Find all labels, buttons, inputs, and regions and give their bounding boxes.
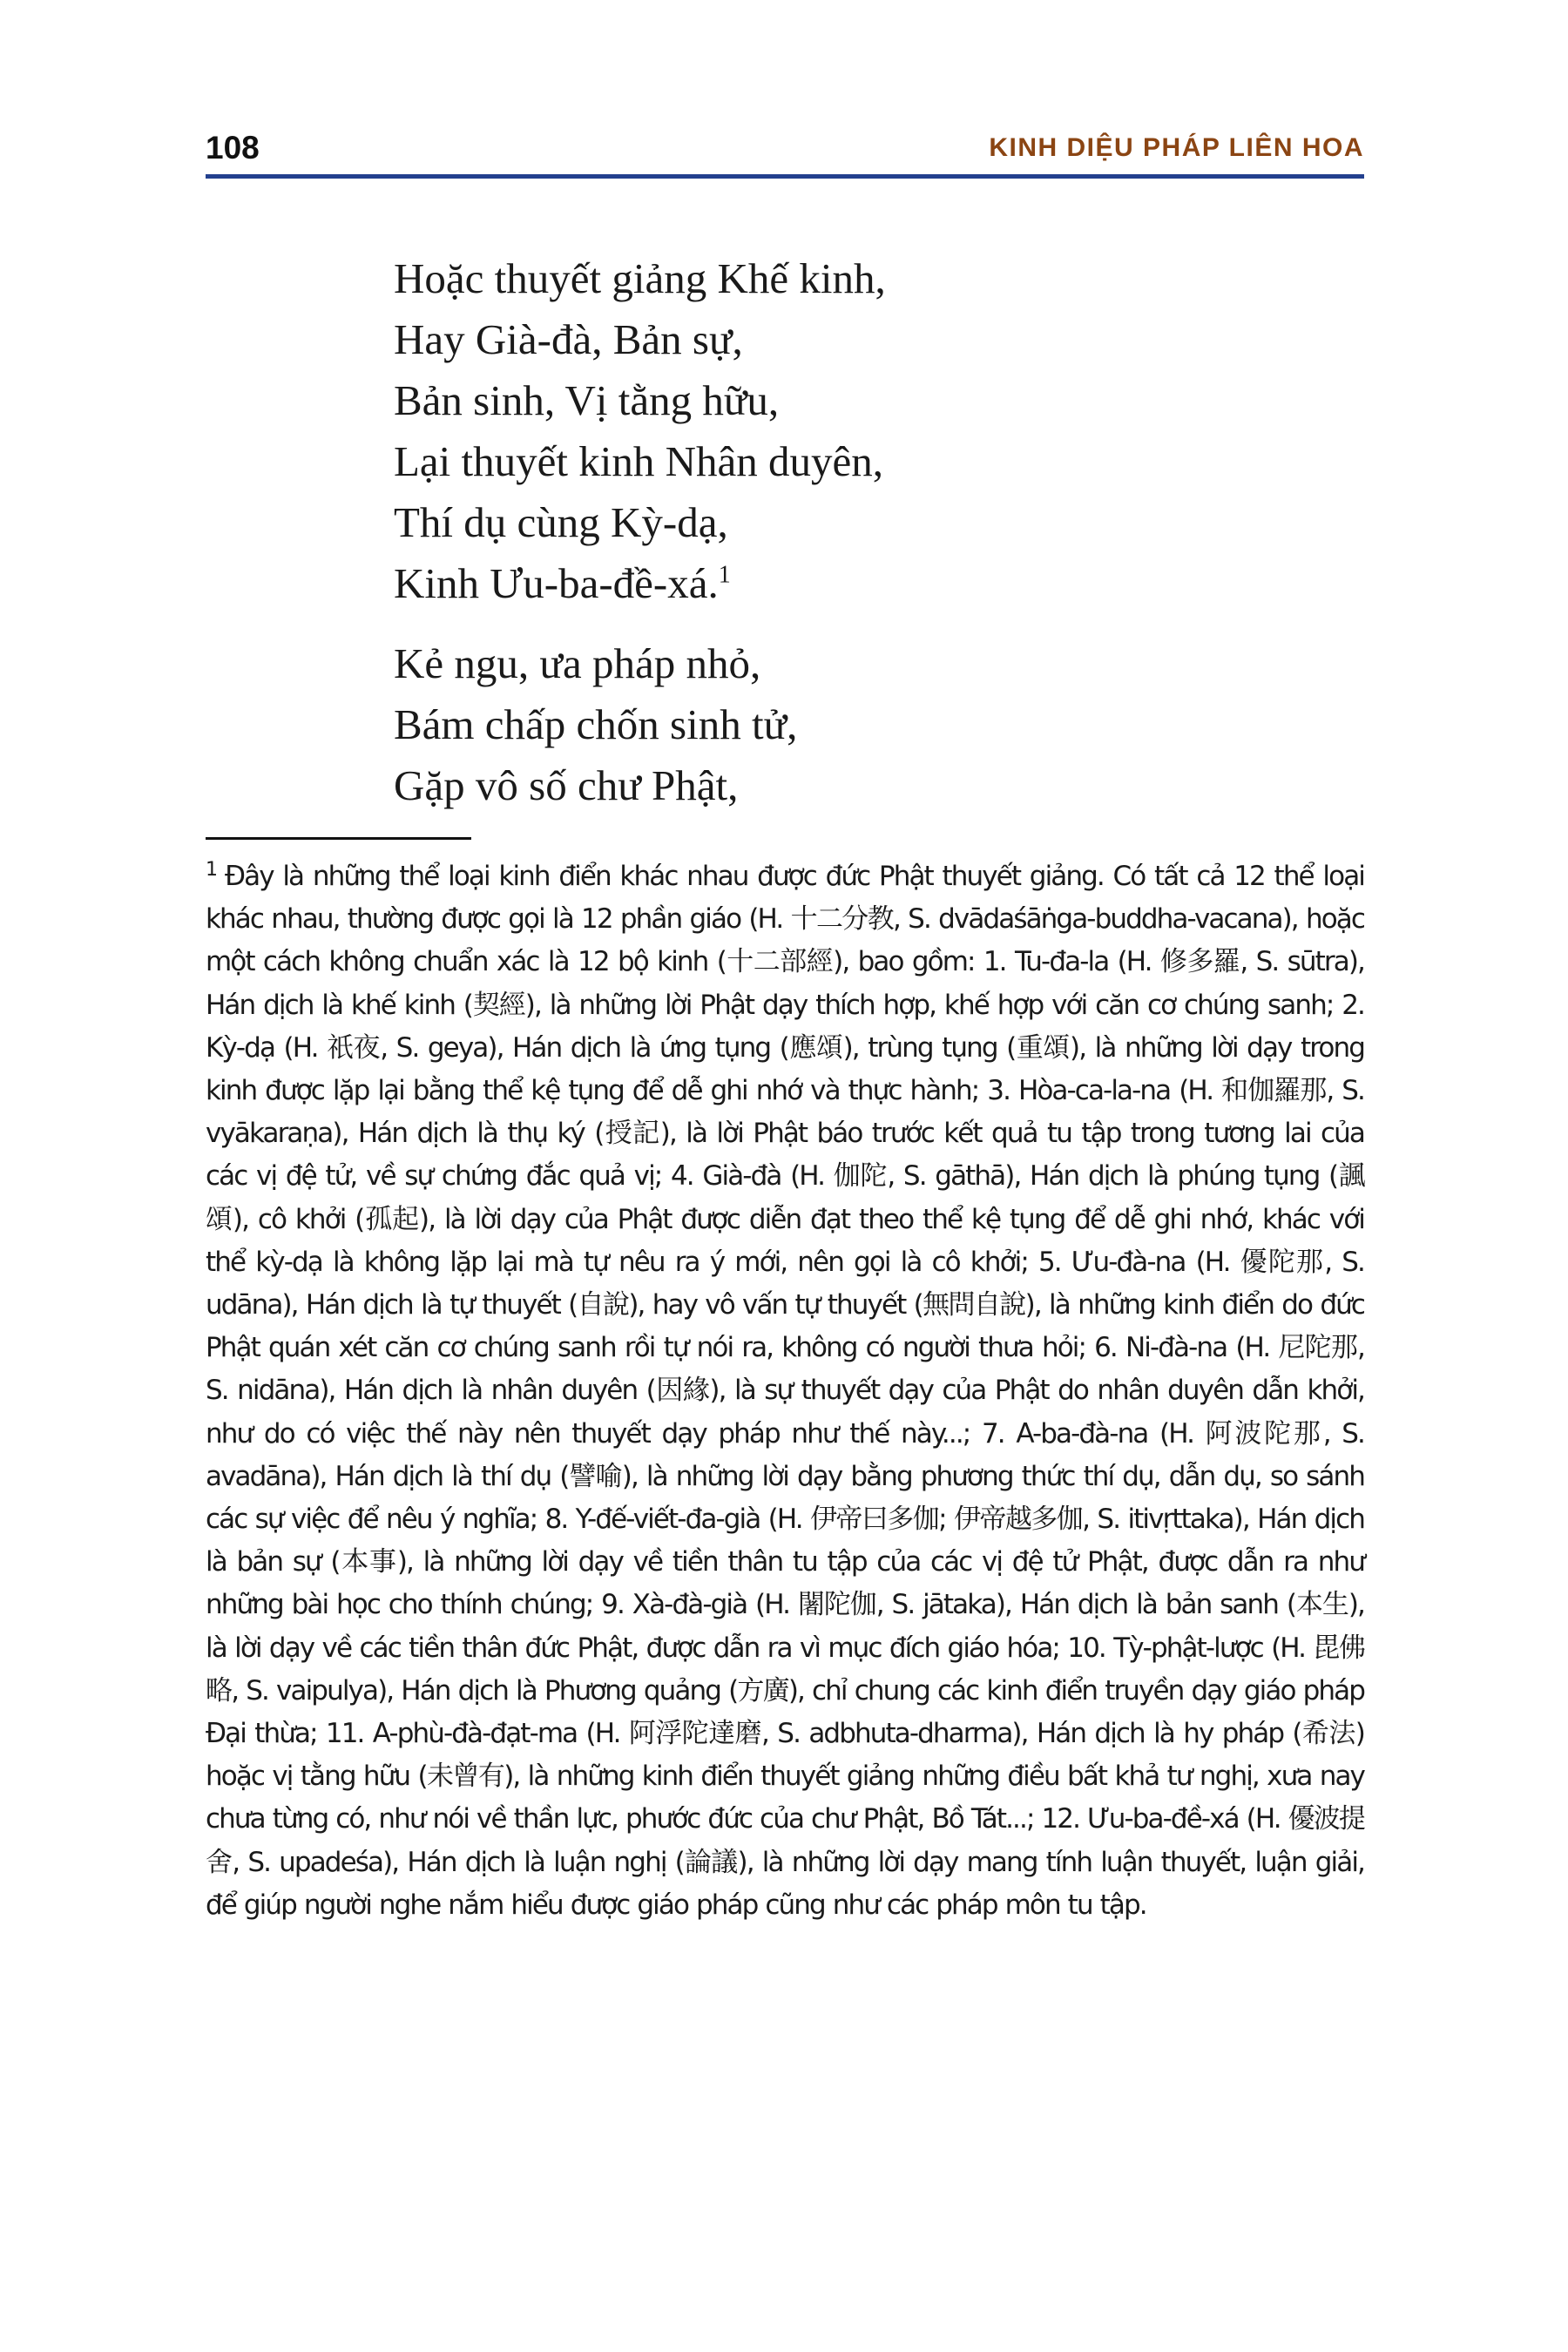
verse-line: Gặp vô số chư Phật,: [394, 761, 739, 809]
page-header: [206, 126, 1364, 170]
footnote-reference[interactable]: 1: [718, 561, 731, 589]
verse-line: Kẻ ngu, ưa pháp nhỏ,: [394, 639, 761, 687]
footnote-separator: [206, 837, 471, 840]
verse-stanza: [394, 248, 886, 614]
page-number: 108: [206, 130, 260, 166]
verse-line-with-note: [394, 553, 886, 614]
verse-line: Hoặc thuyết giảng Khế kinh,: [394, 254, 886, 302]
footnote-text: Đây là những thể loại kinh điển khác nhau được đức Phật thuyết giảng. Có tất cả 12 thể loại khác nhau, thường được gọi là 12 phần giáo (H. 十二分教, S. dvādaśāṅga-buddha-vacana), hoặc một cách không chuẩn xác là 12 bộ kinh (十二部經), bao gồm: 1. Tu-đa-la (H. 修多羅, S. sūtra), Hán dịch là khế kinh (契經), là những lời Phật dạy thích hợp, khế hợp với căn cơ chúng sanh; 2. Kỳ-dạ (H. 祇夜, S. geya), Hán dịch là ứng tụng (應頌), trùng tụng (重頌), là những lời dạy trong kinh được lặp lại bằng thể kệ tụng để dễ ghi nhớ và thực hành; 3. Hòa-ca-la-na (H. 和伽羅那, S. vyākaraṇa), Hán dịch là thụ ký (授記), là lời Phật báo trước kết quả tu tập trong tương lai của các vị đệ tử, về sự chứng đắc quả vị; 4. Già-đà (H. 伽陀, S. gāthā), Hán dịch là phúng tụng (諷頌), cô khởi (孤起), là lời dạy của Phật được diễn đạt theo thể kệ tụng để dễ ghi nhớ, khác với thể kỳ-dạ là không lặp lại mà tự nêu ra ý mới, nên gọi là cô khởi; 5. Ưu-đà-na (H. 優陀那, S. udāna), Hán dịch là tự thuyết (自說), hay vô vấn tự thuyết (無問自說), là những kinh điển do đức Phật quán xét căn cơ chúng sanh rồi tự nói ra, không có người thưa hỏi; 6. Ni-đà-na (H. 尼陀那, S. nidāna), Hán dịch là nhân duyên (因緣), là sự thuyết dạy của Phật do nhân duyên dẫn khởi, như do có việc thế này nên thuyết dạy pháp như thế này...; 7. A-ba-đà-na (H. 阿波陀那, S. avadāna), Hán dịch là thí dụ (譬喻), là những lời dạy bằng phương thức thí dụ, dẫn dụ, so sánh các sự việc để nêu ý nghĩa; 8. Y-đế-viết-đa-già (H. 伊帝曰多伽; 伊帝越多伽, S. itivṛttaka), Hán dịch là bản sự (本事), là những lời dạy về tiền thân tu tập của các vị đệ tử Phật, được dẫn ra như những bài học cho thính chúng; 9. Xà-đà-già (H. 闍陀伽, S. jātaka), Hán dịch là bản sanh (本生), là lời dạy về các tiền thân đức Phật, được dẫn ra vì mục đích giáo hóa; 10. Tỳ-phật-lược (H. 毘佛略, S. vaipulya), Hán dịch là Phương quảng (方廣), chỉ chung các kinh điển truyền dạy giáo pháp Đại thừa; 11. A-phù-đà-đạt-ma (H. 阿浮陀達磨, S. adbhuta-dharma), Hán dịch là hy pháp (希法) hoặc vị tằng hữu (未曾有), là những kinh điển thuyết giảng những điều bất khả tư nghị, xưa nay chưa từng có, như nói về thần lực, phước đức của chư Phật, Bồ Tát...; 12. Ưu-ba-đề-xá (H. 優波提舍, S. upadeśa), Hán dịch là luận nghị (論議), là những lời dạy mang tính luận thuyết, luận giải, để giúp người nghe nắm hiểu được giáo pháp cũng như các pháp môn tu tập.: [206, 861, 1365, 1921]
header-rule: [206, 174, 1364, 179]
verse-line: Lại thuyết kinh Nhân duyên,: [394, 437, 884, 485]
verse-stanza: [394, 633, 797, 816]
footnote-marker: 1: [206, 858, 218, 881]
verse-line: Thí dụ cùng Kỳ-dạ,: [394, 498, 728, 546]
running-title: KINH DIỆU PHÁP LIÊN HOA: [989, 133, 1364, 162]
verse-line: Kinh Ưu-ba-đề-xá.: [394, 559, 719, 607]
footnote: [206, 855, 1364, 1927]
verse-line: Bám chấp chốn sinh tử,: [394, 700, 798, 748]
verse-line: Bản sinh, Vị tằng hữu,: [394, 376, 780, 424]
verse-line: Hay Già-đà, Bản sự,: [394, 315, 743, 363]
